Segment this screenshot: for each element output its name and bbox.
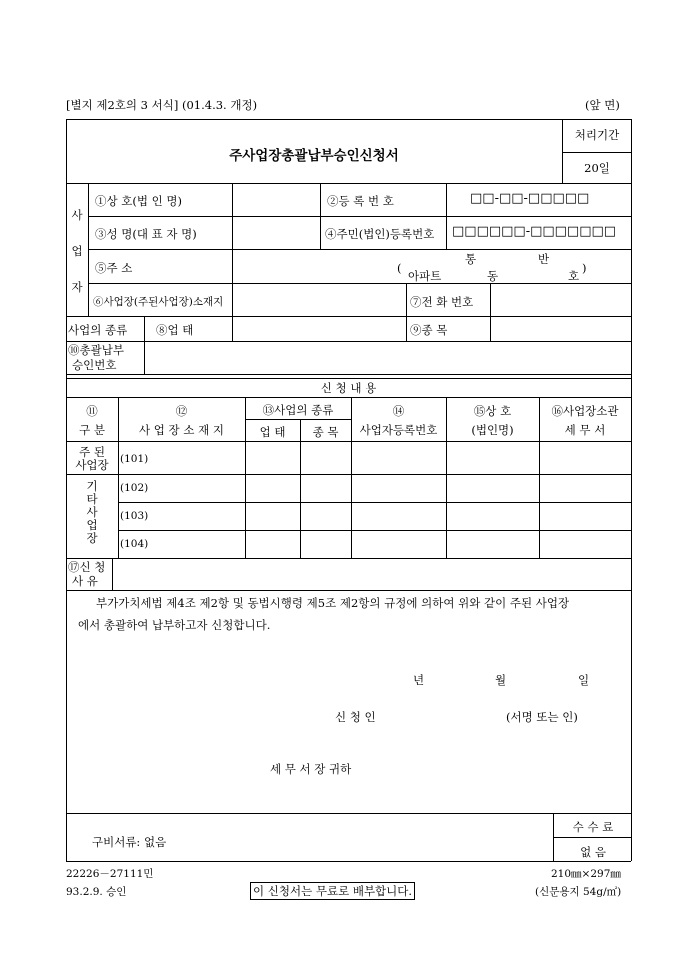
table-row-104: (104) — [120, 538, 149, 550]
main-business-label-1: 주 된 — [79, 445, 105, 459]
content-row-line-2 — [118, 502, 631, 503]
main-business-label-2: 사업장 — [75, 458, 109, 472]
representative-name-label: ③성 명(대 표 자 명) — [95, 227, 197, 241]
approval-bottom-line — [66, 374, 631, 375]
office-col-label2: 세 무 서 — [564, 423, 606, 437]
other-business-label-4: 업 — [86, 518, 98, 532]
paper-weight: (신문용지 54g/㎡) — [535, 886, 622, 898]
processing-mid-line — [562, 152, 631, 153]
statement-line-2: 에서 총괄하여 납부하고자 신청합니다. — [78, 618, 271, 632]
address-col-num: ⑫ — [175, 404, 188, 418]
processing-period-value: 20일 — [584, 161, 610, 175]
applicant-row-line-2 — [88, 249, 631, 250]
kind-bottom-line — [66, 341, 631, 342]
form-approval-date: 93.2.9. 승인 — [66, 886, 127, 898]
date-day-label: 일 — [578, 673, 590, 687]
reason-label-1: ⑰신 청 — [68, 560, 106, 574]
applicant-row-line-1 — [88, 216, 631, 217]
applicant-row-line-3 — [88, 283, 631, 284]
address-paren-open: ( — [397, 261, 402, 275]
resident-number-label: ④주민(법인)등록번호 — [325, 227, 435, 241]
other-business-label-5: 장 — [86, 531, 98, 545]
address-ban: 반 — [538, 252, 550, 266]
table-row-103: (103) — [120, 510, 149, 522]
address-tong: 통 — [465, 252, 477, 266]
form-code: 22226－27111민 — [66, 868, 154, 880]
kind-divider-4 — [490, 316, 491, 341]
registration-number-label: ②등 록 번 호 — [327, 194, 394, 208]
phone-label: ⑦전 화 번호 — [410, 295, 474, 309]
outer-right-border — [631, 119, 632, 861]
kind-divider-1 — [144, 316, 145, 341]
other-business-label-1: 기 — [86, 479, 98, 493]
phone-field[interactable] — [492, 285, 629, 315]
kind-col-sub-item: 종 목 — [312, 425, 339, 439]
signature-or-seal-label: (서명 또는 인) — [506, 710, 578, 724]
content-heading: 신 청 내 용 — [320, 381, 377, 395]
approval-number-label-1: ⑩총괄납부 — [68, 343, 124, 357]
business-place-field[interactable] — [234, 285, 404, 315]
resident-number-boxes[interactable]: □□□□□□-□□□□□□□ — [452, 224, 617, 239]
paper-size: 210㎜×297㎜ — [551, 868, 621, 880]
company-name-field[interactable] — [234, 185, 318, 215]
kind-col-label: ⑬사업의 종류 — [262, 403, 334, 417]
address-label: ⑤주 소 — [95, 261, 133, 275]
applicant-label-ja: 자 — [71, 280, 83, 294]
applicant-signature-label: 신 청 인 — [335, 710, 376, 724]
address-paren-close: ) — [582, 261, 587, 275]
fee-label: 수 수 료 — [572, 820, 614, 834]
content-row-line-1 — [66, 474, 631, 475]
page-side-label: (앞 면) — [585, 98, 620, 112]
processing-divider — [562, 119, 563, 183]
approval-bottom-line-double — [66, 378, 631, 379]
name-col-label: ⑮상 호 — [473, 404, 512, 418]
registration-number-boxes[interactable]: □□-□□-□□□□□ — [470, 191, 590, 206]
reason-bottom-line — [66, 590, 631, 591]
regno-col-num: ⑭ — [392, 404, 405, 418]
phone-divider-right — [490, 283, 491, 316]
address-apartment: 아파트 — [408, 269, 442, 283]
reason-divider — [112, 558, 113, 590]
form-title: 주사업장총괄납부승인신청서 — [229, 148, 399, 164]
table-row-102: (102) — [120, 482, 149, 494]
other-business-label-2: 타 — [86, 492, 98, 506]
applicant-bottom-line — [66, 316, 631, 317]
other-business-label-3: 사 — [86, 505, 98, 519]
address-col-label: 사 업 장 소 재 지 — [139, 423, 224, 437]
kind-subheader-line — [245, 419, 351, 420]
table-row-101: (101) — [120, 453, 149, 465]
addressee-label: 세 무 서 장 귀하 — [270, 762, 352, 776]
reason-field[interactable] — [114, 559, 629, 589]
footer-top-line — [66, 813, 631, 814]
name-col-label2: (법인명) — [471, 423, 514, 437]
title-bottom-line — [66, 183, 631, 184]
phone-divider-left — [406, 283, 407, 316]
form-reference: [별지 제2호의 3 서식] (01.4.3. 개정) — [66, 98, 258, 112]
approval-divider — [144, 341, 145, 374]
division-num: ⑪ — [86, 404, 98, 418]
business-kind-label: 사업의 종류 — [68, 323, 128, 337]
address-ho: 호 — [568, 269, 580, 283]
reason-label-2: 사 유 — [72, 574, 98, 588]
content-heading-line — [66, 397, 631, 398]
applicant-label-sa: 사 — [71, 208, 83, 222]
division-label: 구 분 — [79, 423, 105, 437]
date-year-label: 년 — [413, 673, 425, 687]
fee-mid-line — [553, 837, 631, 838]
address-dong: 동 — [487, 269, 499, 283]
kind-divider-2 — [232, 316, 233, 341]
applicant-label-eop: 업 — [71, 244, 83, 258]
business-item-label: ⑨종 목 — [410, 323, 448, 337]
content-header-bottom — [66, 441, 631, 442]
content-row-line-3 — [118, 530, 631, 531]
representative-name-field[interactable] — [234, 218, 318, 248]
kind-col-sub-type: 업 태 — [259, 425, 286, 439]
approval-number-label-2: 승인번호 — [72, 358, 117, 372]
outer-bottom-border — [66, 861, 631, 862]
statement-line-1: 부가가치세법 제4조 제2항 및 동법시행령 제5조 제2항의 규정에 의하여 위와 같이 주된 사업장 — [96, 596, 570, 610]
business-type-label: ⑧업 태 — [156, 323, 194, 337]
company-name-label: ①상 호(법 인 명) — [95, 194, 182, 208]
fee-value: 없 음 — [580, 845, 606, 859]
content-col-2 — [245, 397, 246, 558]
processing-period-label: 처리기간 — [574, 128, 620, 142]
kind-divider-3 — [406, 316, 407, 341]
outer-top-border — [66, 119, 631, 120]
office-col-label: ⑯사업장소관 — [551, 404, 619, 418]
regno-col-label: 사업자등록번호 — [359, 423, 438, 437]
free-distribution-notice: 이 신청서는 무료로 배부합니다. — [250, 882, 415, 900]
business-place-label: ⑥사업장(주된사업장)소재지 — [93, 296, 224, 308]
required-documents-label: 구비서류: 없음 — [92, 835, 167, 849]
date-month-label: 월 — [495, 673, 507, 687]
